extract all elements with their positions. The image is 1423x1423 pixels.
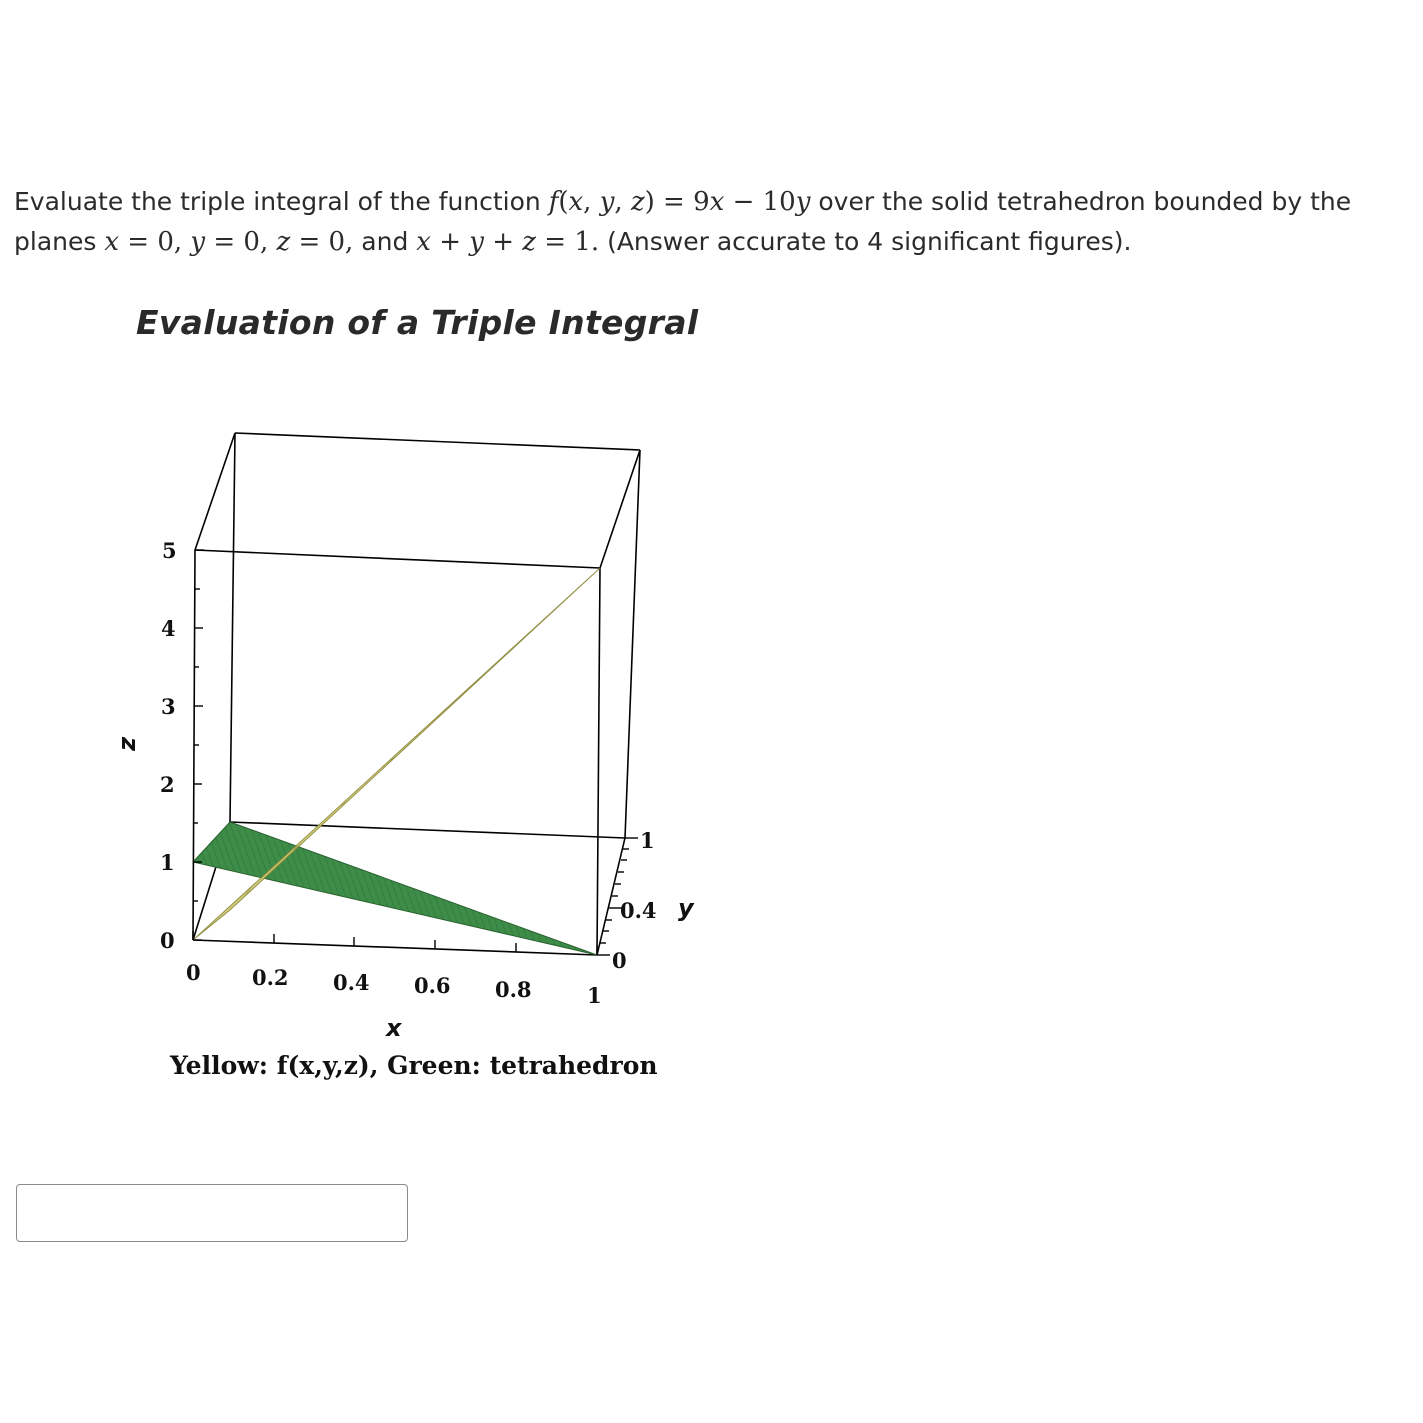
question-part: Evaluate the triple integral of the function xyxy=(14,187,549,216)
z-tick-label: 2 xyxy=(160,772,175,797)
x-tick-label: 0 xyxy=(186,960,201,985)
y-axis-label: y xyxy=(678,894,694,922)
y-tick-label: 0 xyxy=(612,948,627,973)
y-axis xyxy=(597,838,638,955)
box-edge xyxy=(597,568,600,955)
y-tick-label: 0.4 xyxy=(620,898,657,923)
x-axis-label: x xyxy=(386,1014,402,1042)
plane-four-math: x + y + z = 1. xyxy=(416,227,600,257)
question-part: and xyxy=(353,227,417,256)
planes-math: x = 0, y = 0, z = 0, xyxy=(104,227,354,257)
z-tick-label: 0 xyxy=(160,928,175,953)
box-edge xyxy=(193,550,195,940)
x-tick-label: 0.2 xyxy=(252,965,289,990)
green-tetrahedron-surface xyxy=(193,822,597,955)
z-tick-label: 5 xyxy=(162,538,177,563)
figure-title: Evaluation of a Triple Integral xyxy=(136,303,699,342)
figure-caption: Yellow: f(x,y,z), Green: tetrahedron xyxy=(170,1051,658,1080)
z-tick-labels xyxy=(160,538,177,953)
y-tick-label: 1 xyxy=(640,828,655,853)
box-edge xyxy=(235,433,640,450)
z-tick-label: 3 xyxy=(161,694,176,719)
box-edge xyxy=(193,822,230,940)
box-edge xyxy=(230,433,235,822)
x-tick-labels xyxy=(186,960,602,1008)
box-edge xyxy=(625,450,640,838)
box-edge xyxy=(195,433,235,550)
yellow-function-surface xyxy=(193,568,600,940)
box-edge xyxy=(597,838,625,955)
z-tick-label: 4 xyxy=(161,616,176,641)
question-part: over the solid tetrahedron bounded by the planes xyxy=(14,187,1352,256)
question-part: (Answer accurate to 4 significant figures). xyxy=(599,227,1132,256)
box-edge xyxy=(195,550,600,568)
x-tick-label: 0.8 xyxy=(495,977,532,1002)
z-tick-label: 1 xyxy=(160,850,175,875)
x-tick-label: 1 xyxy=(587,983,602,1008)
z-axis-label: z xyxy=(116,737,144,751)
plot-box xyxy=(193,433,640,955)
x-tick-label: 0.6 xyxy=(414,973,451,998)
box-edge xyxy=(600,450,640,568)
y-tick-labels xyxy=(612,828,657,973)
x-tick-label: 0.4 xyxy=(333,970,370,995)
x-axis xyxy=(193,931,597,955)
question-text xyxy=(14,182,1414,262)
box-edge xyxy=(230,822,625,838)
function-lhs: f(x, y, z) = 9x − 10y xyxy=(548,187,811,217)
answer-input[interactable] xyxy=(16,1184,408,1242)
box-edge xyxy=(193,940,597,955)
z-axis xyxy=(193,550,204,940)
